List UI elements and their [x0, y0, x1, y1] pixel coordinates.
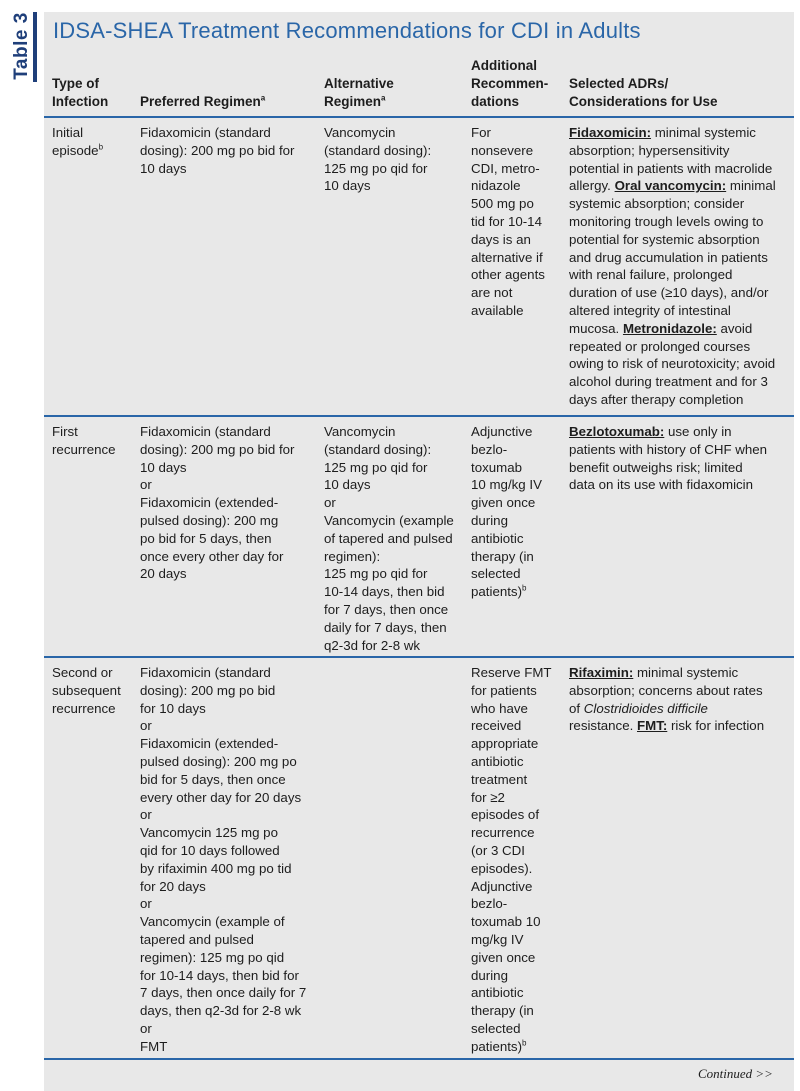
row-2-alternative-line: q2-3d for 2-8 wk — [324, 637, 421, 653]
row-3-additional-line: given once — [471, 949, 536, 965]
row-2-additional-line: toxumab — [471, 459, 522, 475]
row-3-adrs-drug-fmt: FMT: — [637, 718, 668, 734]
continued-link[interactable]: Continued >> — [698, 1066, 773, 1081]
row-3-preferred-line: tapered and pulsed — [140, 931, 254, 947]
row-1-additional-line: CDI, metro- — [471, 160, 540, 176]
row-3-preferred-line: or — [140, 896, 152, 912]
row-1-adrs-line: days after therapy completion — [569, 391, 744, 407]
row-1-additional — [471, 124, 545, 320]
row-2-alternative-line: 10 days — [324, 477, 371, 493]
row-1-additional-line: For — [471, 125, 491, 140]
row-1-adrs-text: minimal systemic — [651, 125, 756, 140]
row-1-additional-line: nonsevere — [471, 142, 534, 158]
row-3-adrs-drug-rifaximin: Rifaximin: — [569, 665, 634, 680]
row-1-adrs-line: systemic absorption; consider — [569, 196, 745, 212]
row-1-adrs-text: allergy. — [569, 178, 615, 194]
row-3-additional-line: recurrence — [471, 825, 535, 841]
row-3-adrs-line: absorption; concerns about rates — [569, 682, 763, 698]
row-2-additional-line: 10 mg/kg IV — [471, 477, 542, 493]
row-3-type-line: Second or — [52, 665, 113, 680]
row-3-additional-line: mg/kg IV — [471, 931, 524, 947]
row-3-adrs-text: resistance. — [569, 718, 637, 734]
table-label-bar — [33, 12, 37, 82]
row-2-additional-line: Adjunctive — [471, 424, 533, 439]
row-3-preferred-line: dosing): 200 mg po bid — [140, 682, 276, 698]
row-1-adrs-text: mucosa. — [569, 320, 623, 336]
row-1-type-line-1: Initial — [52, 125, 84, 140]
row-2-additional-line: given once — [471, 495, 536, 511]
header-alternative-line-2: Regimen — [324, 94, 382, 109]
row-1-additional-line: 500 mg po — [471, 196, 534, 212]
row-3-additional-line: antibiotic — [471, 753, 524, 769]
row-2-additional — [471, 423, 542, 601]
row-3-preferred-line: bid for 5 days, then once — [140, 771, 286, 787]
row-2-preferred — [140, 423, 295, 583]
row-1-additional-line: alternative if — [471, 249, 543, 265]
header-type-line-2: Infection — [52, 94, 109, 109]
row-2-alternative-line: for 7 days, then once — [324, 601, 449, 617]
row-2-alternative-line: daily for 7 days, then — [324, 619, 447, 635]
row-1-adrs-line: potential for systemic absorption — [569, 231, 760, 247]
table-label: Table 3 — [11, 12, 32, 80]
row-3-preferred-line: Vancomycin 125 mg po — [140, 825, 278, 841]
row-2-additional-line: during — [471, 512, 508, 528]
row-2-additional-line: selected — [471, 566, 521, 582]
row-1-adrs-line: alcohol during treatment and for 3 — [569, 374, 768, 390]
header-additional-line-2: Recommen- — [471, 76, 549, 91]
row-1-adrs-drug-oral-vancomycin: Oral vancomycin: — [614, 178, 727, 194]
row-2-alternative-line: Vancomycin (example — [324, 512, 454, 528]
row-3-additional-line: Reserve FMT — [471, 665, 552, 680]
row-3-additional-line: episodes). — [471, 860, 533, 876]
row-2-alternative-line: 125 mg po qid for — [324, 566, 428, 582]
row-1-adrs-line: potential in patients with macrolide — [569, 160, 773, 176]
row-3-preferred-line: Vancomycin (example of — [140, 914, 285, 930]
header-preferred-sup: a — [260, 93, 266, 103]
row-2-preferred-line: or — [140, 477, 152, 493]
row-3-type — [52, 664, 121, 717]
row-2-adrs-drug-bezlotoxumab: Bezlotoxumab: — [569, 424, 665, 439]
table-label-tab — [0, 0, 44, 92]
row-rule-1 — [44, 415, 794, 417]
row-1-adrs-line: with renal failure, prolonged — [569, 267, 733, 283]
row-1-adrs-line: duration of use (≥10 days), and/or — [569, 285, 769, 301]
row-3-preferred-line: for 10-14 days, then bid for — [140, 967, 299, 983]
row-1-adrs-text: minimal — [726, 178, 776, 194]
row-2-adrs-line: data on its use with fidaxomicin — [569, 477, 754, 493]
header-alternative-regimen — [324, 75, 394, 111]
row-2-alternative — [324, 423, 454, 654]
row-3-preferred-line: for 10 days — [140, 700, 206, 716]
row-1-alternative-line: 125 mg po qid for — [324, 160, 428, 176]
row-2-preferred-line: 10 days — [140, 459, 187, 475]
row-3-additional-line: appropriate — [471, 736, 539, 752]
row-2-preferred-line: once every other day for — [140, 548, 284, 564]
row-1-adrs-drug-fidaxomicin: Fidaxomicin: — [569, 125, 652, 140]
row-2-alternative-line: 125 mg po qid for — [324, 459, 428, 475]
row-3-additional-line: episodes of — [471, 807, 540, 823]
row-1-alternative — [324, 124, 431, 195]
row-2-alternative-line: of tapered and pulsed — [324, 530, 453, 546]
row-3-adrs-text: minimal systemic — [633, 665, 739, 680]
row-3-preferred-line: or — [140, 807, 152, 823]
header-additional-recommendations — [471, 57, 548, 111]
row-3-adrs-text: risk for infection — [667, 718, 765, 734]
row-3-preferred-line: or — [140, 718, 152, 734]
row-2-preferred-line: Fidaxomicin (extended- — [140, 495, 279, 511]
row-2-type — [52, 423, 116, 459]
row-3-preferred-line: for 20 days — [140, 878, 206, 894]
row-3-additional-line: therapy (in — [471, 1003, 534, 1019]
row-3-additional-line: Adjunctive — [471, 878, 533, 894]
row-1-adrs-line: altered integrity of intestinal — [569, 302, 731, 318]
row-1-type-sup: b — [98, 142, 104, 152]
row-3-preferred — [140, 664, 306, 1056]
row-1-additional-line: available — [471, 302, 524, 318]
header-rule — [44, 116, 794, 118]
row-1-adrs-line: and drug accumulation in patients — [569, 249, 768, 265]
row-1-adrs-line: absorption; hypersensitivity — [569, 142, 730, 158]
header-adrs-line-1: Selected ADRs/ — [569, 76, 669, 91]
row-3-preferred-line: Fidaxomicin (extended- — [140, 736, 279, 752]
row-3-type-line: recurrence — [52, 700, 116, 716]
row-3-preferred-line: regimen): 125 mg po qid — [140, 949, 285, 965]
row-3-preferred-line: or — [140, 1020, 152, 1036]
row-3-preferred-line: FMT — [140, 1038, 168, 1054]
row-2-additional-line: bezlo- — [471, 441, 508, 457]
row-3-additional-line: (or 3 CDI — [471, 842, 525, 858]
header-type-of-infection — [52, 75, 108, 111]
row-3-additional-line: for patients — [471, 682, 537, 698]
header-selected-adrs — [569, 75, 718, 111]
row-3-preferred-line: Fidaxomicin (standard — [140, 665, 271, 680]
row-2-additional-line: therapy (in — [471, 548, 534, 564]
row-1-alternative-line: (standard dosing): — [324, 142, 432, 158]
row-3-adrs — [569, 664, 764, 735]
row-3-additional-line: toxumab 10 — [471, 914, 541, 930]
row-1-additional-line: other agents — [471, 267, 545, 283]
row-2-additional-line: antibiotic — [471, 530, 524, 546]
row-2-alternative-line: or — [324, 495, 336, 511]
row-1-adrs-line: monitoring trough levels owing to — [569, 213, 764, 229]
row-1-alternative-line: 10 days — [324, 178, 371, 194]
row-2-preferred-line: 20 days — [140, 566, 187, 582]
row-3-additional-line: selected — [471, 1020, 521, 1036]
row-3-preferred-line: days, then q2-3d for 2-8 wk — [140, 1003, 302, 1019]
row-1-preferred-line: 10 days — [140, 160, 187, 176]
header-preferred-text: Preferred Regimen — [140, 94, 261, 109]
row-3-preferred-line: qid for 10 days followed — [140, 842, 280, 858]
row-3-additional-line: received — [471, 718, 522, 734]
row-3-preferred-line: every other day for 20 days — [140, 789, 302, 805]
header-alternative-line-1: Alternative — [324, 76, 394, 91]
row-2-preferred-line: Fidaxomicin (standard — [140, 424, 271, 439]
row-2-additional-sup: b — [522, 583, 527, 593]
row-3-preferred-line: by rifaximin 400 mg po tid — [140, 860, 292, 876]
row-3-preferred-line: pulsed dosing): 200 mg po — [140, 753, 297, 769]
row-2-preferred-line: pulsed dosing): 200 mg — [140, 512, 279, 528]
row-1-adrs-line: owing to risk of neurotoxicity; avoid — [569, 356, 776, 372]
row-3-type-line: subsequent — [52, 682, 121, 698]
header-adrs-line-2: Considerations for Use — [569, 94, 718, 109]
row-1-adrs-drug-metronidazole: Metronidazole: — [622, 320, 717, 336]
row-3-additional-line: antibiotic — [471, 985, 524, 1001]
row-1-additional-line: are not — [471, 285, 513, 301]
row-2-type-line: recurrence — [52, 441, 116, 457]
header-alternative-sup: a — [381, 93, 386, 103]
row-1-type-line-2: episode — [52, 142, 99, 158]
header-additional-line-1: Additional — [471, 58, 537, 73]
row-3-additional-line: treatment — [471, 771, 528, 787]
row-1-preferred-line: dosing): 200 mg po bid for — [140, 142, 295, 158]
row-2-alternative-line: Vancomycin — [324, 424, 396, 439]
row-1-adrs-line: repeated or prolonged courses — [569, 338, 751, 354]
row-2-preferred-line: po bid for 5 days, then — [140, 530, 272, 546]
row-2-additional-last: patients) — [471, 584, 522, 600]
row-2-adrs-line: patients with history of CHF when — [569, 441, 768, 457]
row-1-preferred-line: Fidaxomicin (standard — [140, 125, 271, 140]
row-3-adrs-organism: Clostridioides difficile — [583, 700, 708, 716]
header-type-line-1: Type of — [52, 76, 99, 91]
row-2-adrs-text: use only in — [664, 424, 732, 439]
row-3-additional-sup: b — [522, 1038, 527, 1048]
row-1-alternative-line: Vancomycin — [324, 125, 396, 140]
row-3-additional-line: during — [471, 967, 508, 983]
row-rule-3 — [44, 1058, 794, 1060]
row-1-type — [52, 124, 103, 160]
row-1-preferred — [140, 124, 295, 177]
row-2-adrs — [569, 423, 767, 494]
row-2-adrs-line: benefit outweighs risk; limited — [569, 459, 743, 475]
row-2-alternative-line: regimen): — [324, 548, 381, 564]
row-rule-2 — [44, 656, 794, 658]
row-1-adrs-text: avoid — [716, 320, 753, 336]
row-3-preferred-line: 7 days, then once daily for 7 — [140, 985, 307, 1001]
row-3-adrs-text: of — [569, 700, 584, 716]
row-2-type-line: First — [52, 424, 78, 439]
row-3-additional-last: patients) — [471, 1038, 522, 1054]
table-title: IDSA-SHEA Treatment Recommendations for CDI in Adults — [53, 18, 641, 43]
row-1-additional-line: days is an — [471, 231, 531, 247]
row-1-additional-line: tid for 10-14 — [471, 213, 542, 229]
row-3-additional-line: for ≥2 — [471, 789, 505, 805]
row-3-additional — [471, 664, 552, 1056]
row-1-adrs — [569, 124, 776, 409]
row-2-alternative-line: 10-14 days, then bid — [324, 584, 445, 600]
row-1-additional-line: nidazole — [471, 178, 521, 194]
row-3-additional-line: who have — [471, 700, 528, 716]
row-2-alternative-line: (standard dosing): — [324, 441, 432, 457]
header-preferred-regimen — [140, 93, 265, 111]
header-additional-line-3: dations — [471, 94, 520, 109]
row-3-additional-line: bezlo- — [471, 896, 508, 912]
row-2-preferred-line: dosing): 200 mg po bid for — [140, 441, 295, 457]
